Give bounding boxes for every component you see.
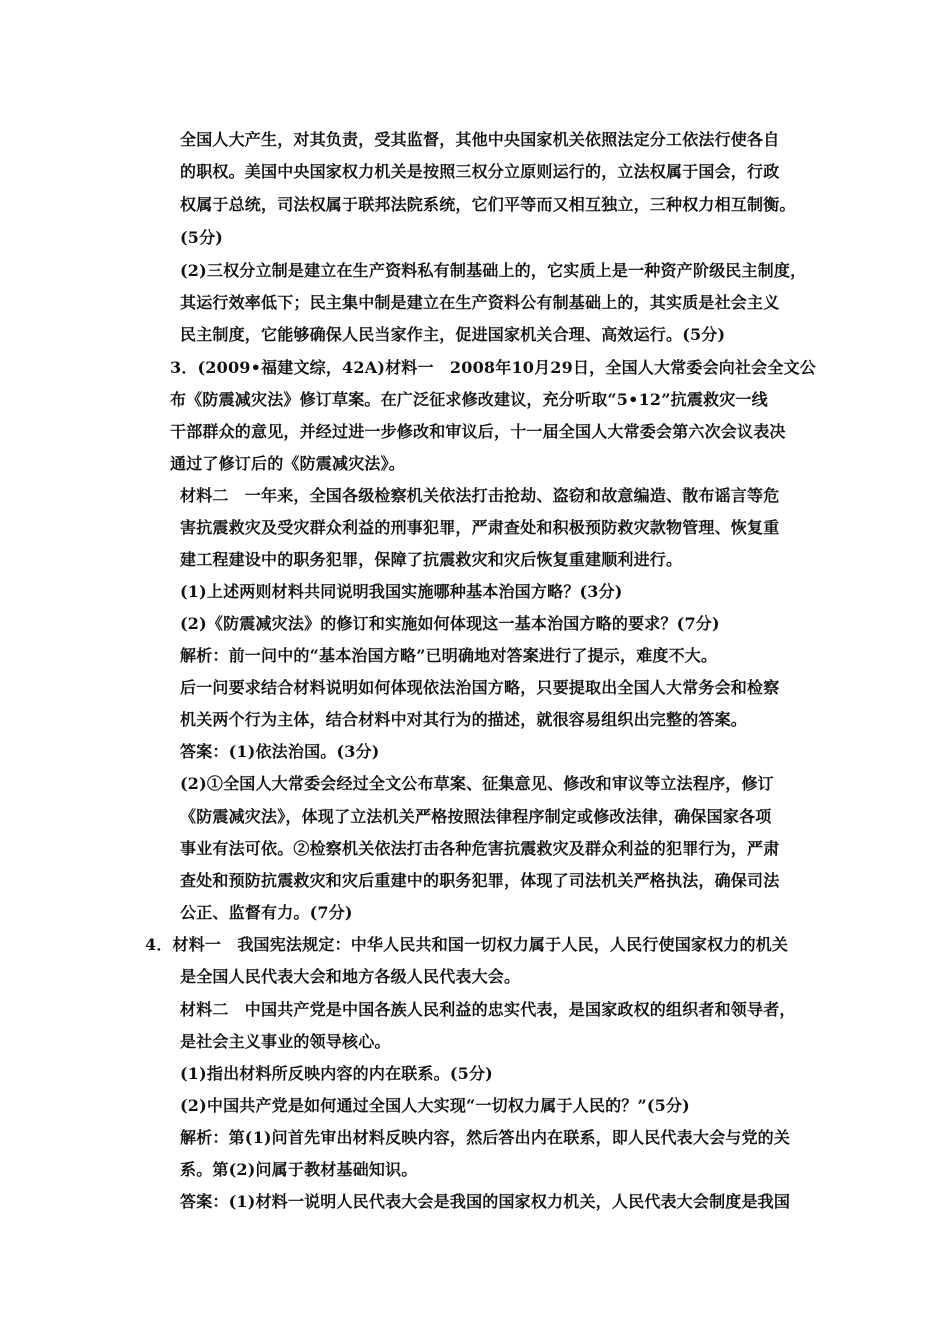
material-2: 材料二 中国共产党是中国各族人民利益的忠实代表，是国家政权的组织者和领导者， [180,1000,796,1019]
text-line: 干部群众的意见，并经过进一步修改和审议后，十一届全国人大常委会第六次会议表决 [170,422,786,441]
text-line: 建工程建设中的职务犯罪，保障了抗震救灾和灾后恢复重建顺利进行。 [180,550,683,569]
text-line: 全国人大产生，对其负责，受其监督，其他中央国家机关依照法定分工依法行使各自 [180,130,780,149]
text-line: 是全国人民代表大会和地方各级人民代表大会。 [180,967,521,986]
text-line: (2)①全国人大常委会经过全文公布草案、征集意见、修改和审议等立法程序，修订 [180,774,774,793]
text-line: 通过了修订后的《防震减灾法》。 [170,454,406,473]
text-line: 权属于总统，司法权属于联邦法院系统，它们平等而又相互独立，三种权力相互制衡。 [180,195,796,214]
text-line: 后一问要求结合材料说明如何体现依法治国方略，只要提取出全国人大常务会和检察 [180,678,780,697]
text-line: 的职权。美国中央国家权力机关是按照三权分立原则运行的，立法权属于国会，行政 [180,162,780,181]
analysis: 解析：第(1)问首先审出材料反映内容，然后答出内在联系，即人民代表大会与党的关 [180,1128,791,1147]
score-note: (5分) [180,228,224,247]
text-line: 机关两个行为主体，结合材料中对其行为的描述，就很容易组织出完整的答案。 [180,710,748,729]
sub-question-1: (1)指出材料所反映内容的内在联系。(5分) [180,1064,493,1083]
sub-question-2: (2)中国共产党是如何通过全国人大实现“一切权力属于人民的？”(5分) [180,1096,690,1115]
answer: 答案：(1)材料一说明人民代表大会是我国的国家权力机关，人民代表大会制度是我国 [180,1192,791,1211]
text-line: 是社会主义事业的领导核心。 [180,1032,391,1051]
text-line: 害抗震救灾及受灾群众利益的刑事犯罪，严肃查处和积极预防救灾款物管理、恢复重 [180,518,780,537]
material-2: 材料二 一年来，全国各级检察机关依法打击抢劫、盗窃和故意编造、散布谣言等危 [180,486,780,505]
analysis: 解析：前一问中的“基本治国方略”已明确地对答案进行了提示，难度不大。 [180,646,718,665]
text-line: 事业有法可依。②检察机关依法打击各种危害抗震救灾及群众利益的犯罪行为，严肃 [180,839,780,858]
text-line: 民主制度，它能够确保人民当家作主，促进国家机关合理、高效运行。(5分) [180,325,726,344]
text-line: 布《防震减灾法》修订草案。在广泛征求修改建议，充分听取“5•12”抗震救灾一线 [170,390,768,409]
text-line: (2)三权分立制是建立在生产资料私有制基础上的，它实质上是一种资产阶级民主制度， [180,261,807,280]
sub-question-1: (1)上述两则材料共同说明我国实施哪种基本治国方略？(3分) [180,582,623,601]
text-line: 系。第(2)问属于教材基础知识。 [180,1160,418,1179]
text-line: 查处和预防抗震救灾和灾后重建中的职务犯罪，体现了司法机关严格执法，确保司法 [180,871,780,890]
text-line: 其运行效率低下；民主集中制是建立在生产资料公有制基础上的，其实质是社会主义 [180,293,780,312]
answer: 答案：(1)依法治国。(3分) [180,742,380,761]
question-4-heading: 4．材料一 我国宪法规定：中华人民共和国一切权力属于人民，人民行使国家权力的机关 [145,935,789,954]
text-line: 公正、监督有力。(7分) [180,903,353,922]
sub-question-2: (2)《防震减灾法》的修订和实施如何体现这一基本治国方略的要求？(7分) [180,614,720,633]
text-line: 《防震减灾法》，体现了立法机关严格按照法律程序制定或修改法律，确保国家各项 [180,807,772,826]
question-3-heading: 3．(2009•福建文综，42A)材料一 2008年10月29日，全国人大常委会向社会全文公 [170,358,816,377]
